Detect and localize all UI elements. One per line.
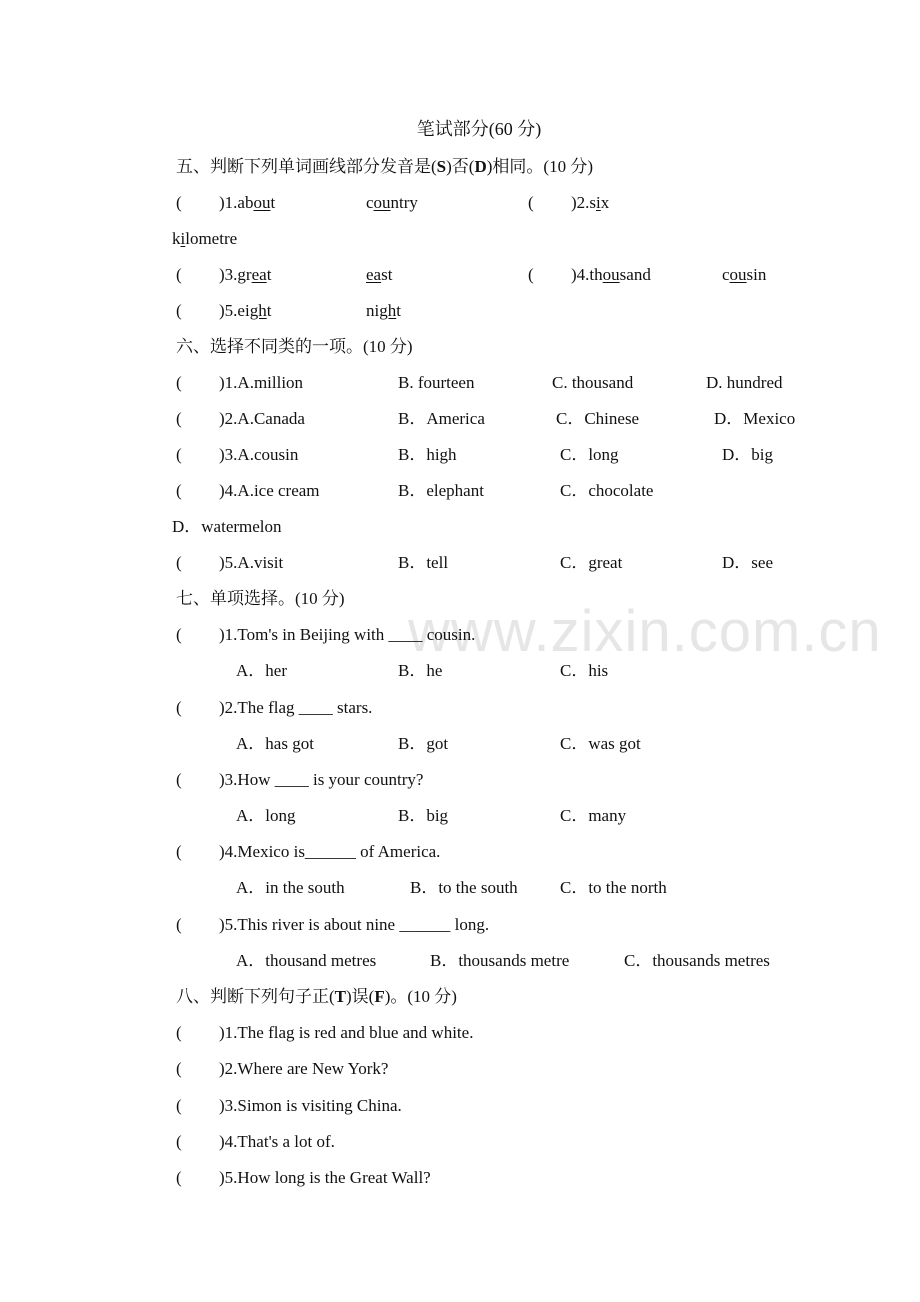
question-s6-5-option-c: C．great xyxy=(560,553,623,572)
question-s7-1-option-c: C．his xyxy=(560,661,609,680)
question-s7-3-stem: )3.How ____ is your country? xyxy=(219,770,424,789)
question-s6-1-option-c: C. thousand xyxy=(552,373,634,392)
answer-paren: ( xyxy=(176,1059,182,1078)
question-s7-5-option-b: B．thousands metre xyxy=(430,951,570,970)
question-s7-4-option-c: C．to the north xyxy=(560,878,667,897)
question-s6-2-option-c: C．Chinese xyxy=(556,409,640,428)
answer-paren: ( xyxy=(176,481,182,500)
question-s6-5-option-d: D．see xyxy=(722,553,773,572)
question-s8-5: )5.How long is the Great Wall? xyxy=(219,1168,431,1187)
question-s8-4: )4.That's a lot of. xyxy=(219,1132,335,1151)
question-s5-3-word2: east xyxy=(366,265,393,284)
section-5-heading: 五、判断下列单词画线部分发音是(S)否(D)相同。(10 分) xyxy=(176,157,593,176)
question-s7-1-stem: )1.Tom's in Beijing with ____ cousin. xyxy=(219,625,476,644)
answer-paren: ( xyxy=(176,842,182,861)
answer-paren: ( xyxy=(176,915,182,934)
answer-paren: ( xyxy=(176,1096,182,1115)
answer-paren: ( xyxy=(528,193,534,212)
answer-paren: ( xyxy=(176,1132,182,1151)
answer-paren: ( xyxy=(176,301,182,320)
section-6-heading: 六、选择不同类的一项。(10 分) xyxy=(176,337,413,356)
question-s7-5-stem: )5.This river is about nine ______ long. xyxy=(219,915,490,934)
answer-paren: ( xyxy=(176,1168,182,1187)
page-title: 笔试部分(60 分) xyxy=(416,119,542,139)
question-s6-4-option-a: )4.A.ice cream xyxy=(219,481,320,500)
question-s6-2-option-a: )2.A.Canada xyxy=(219,409,305,428)
question-s6-1-option-a: )1.A.million xyxy=(219,373,304,392)
question-s7-3-option-b: B．big xyxy=(398,806,449,825)
question-s6-1-option-b: B. fourteen xyxy=(398,373,475,392)
question-s7-3-option-c: C．many xyxy=(560,806,627,825)
question-s6-5-option-b: B．tell xyxy=(398,553,449,572)
question-s5-5: )5.eight xyxy=(219,301,272,320)
question-s6-3-option-b: B．high xyxy=(398,445,457,464)
answer-paren: ( xyxy=(176,1023,182,1042)
question-s6-3-option-a: )3.A.cousin xyxy=(219,445,299,464)
answer-paren: ( xyxy=(176,625,182,644)
question-s7-2-option-a: A．has got xyxy=(236,734,314,753)
answer-paren: ( xyxy=(176,553,182,572)
question-s6-2-option-b: B．America xyxy=(398,409,485,428)
question-s5-1-word2: country xyxy=(366,193,418,212)
answer-paren: ( xyxy=(176,373,182,392)
watermark: www.zixin.com.cn xyxy=(408,599,882,664)
answer-paren: ( xyxy=(176,265,182,284)
question-s6-4-option-d: D．watermelon xyxy=(172,517,282,536)
question-s5-1: )1.about xyxy=(219,193,276,212)
question-s5-3: )3.great xyxy=(219,265,272,284)
question-s6-3-option-c: C．long xyxy=(560,445,619,464)
question-s7-4-option-b: B．to the south xyxy=(410,878,518,897)
question-s7-4-option-a: A．in the south xyxy=(236,878,345,897)
answer-paren: ( xyxy=(176,445,182,464)
question-s5-4: )4.thousand xyxy=(571,265,651,284)
section-8-heading: 八、判断下列句子正(T)误(F)。(10 分) xyxy=(176,987,457,1006)
question-s8-1: )1.The flag is red and blue and white. xyxy=(219,1023,474,1042)
question-s5-5-word2: night xyxy=(366,301,401,320)
question-s5-2-word2: kilometre xyxy=(172,229,238,248)
question-s6-4-option-b: B．elephant xyxy=(398,481,484,500)
question-s7-4-stem: )4.Mexico is______ of America. xyxy=(219,842,441,861)
question-s6-4-option-c: C．chocolate xyxy=(560,481,654,500)
question-s6-3-option-d: D．big xyxy=(722,445,773,464)
answer-paren: ( xyxy=(528,265,534,284)
question-s7-1-option-a: A．her xyxy=(236,661,287,680)
section-7-heading: 七、单项选择。(10 分) xyxy=(176,589,345,608)
question-s8-3: )3.Simon is visiting China. xyxy=(219,1096,402,1115)
question-s5-2: )2.six xyxy=(571,193,610,212)
question-s7-5-option-c: C．thousands metres xyxy=(624,951,770,970)
answer-paren: ( xyxy=(176,770,182,789)
question-s5-4-word2: cousin xyxy=(722,265,767,284)
question-s6-1-option-d: D. hundred xyxy=(706,373,783,392)
question-s7-1-option-b: B．he xyxy=(398,661,443,680)
question-s7-3-option-a: A．long xyxy=(236,806,296,825)
question-s8-2: )2.Where are New York? xyxy=(219,1059,389,1078)
question-s7-2-option-b: B．got xyxy=(398,734,449,753)
question-s7-2-option-c: C．was got xyxy=(560,734,641,753)
question-s7-2-stem: )2.The flag ____ stars. xyxy=(219,698,373,717)
answer-paren: ( xyxy=(176,409,182,428)
question-s6-2-option-d: D．Mexico xyxy=(714,409,796,428)
question-s7-5-option-a: A．thousand metres xyxy=(236,951,377,970)
answer-paren: ( xyxy=(176,193,182,212)
question-s6-5-option-a: )5.A.visit xyxy=(219,553,284,572)
answer-paren: ( xyxy=(176,698,182,717)
